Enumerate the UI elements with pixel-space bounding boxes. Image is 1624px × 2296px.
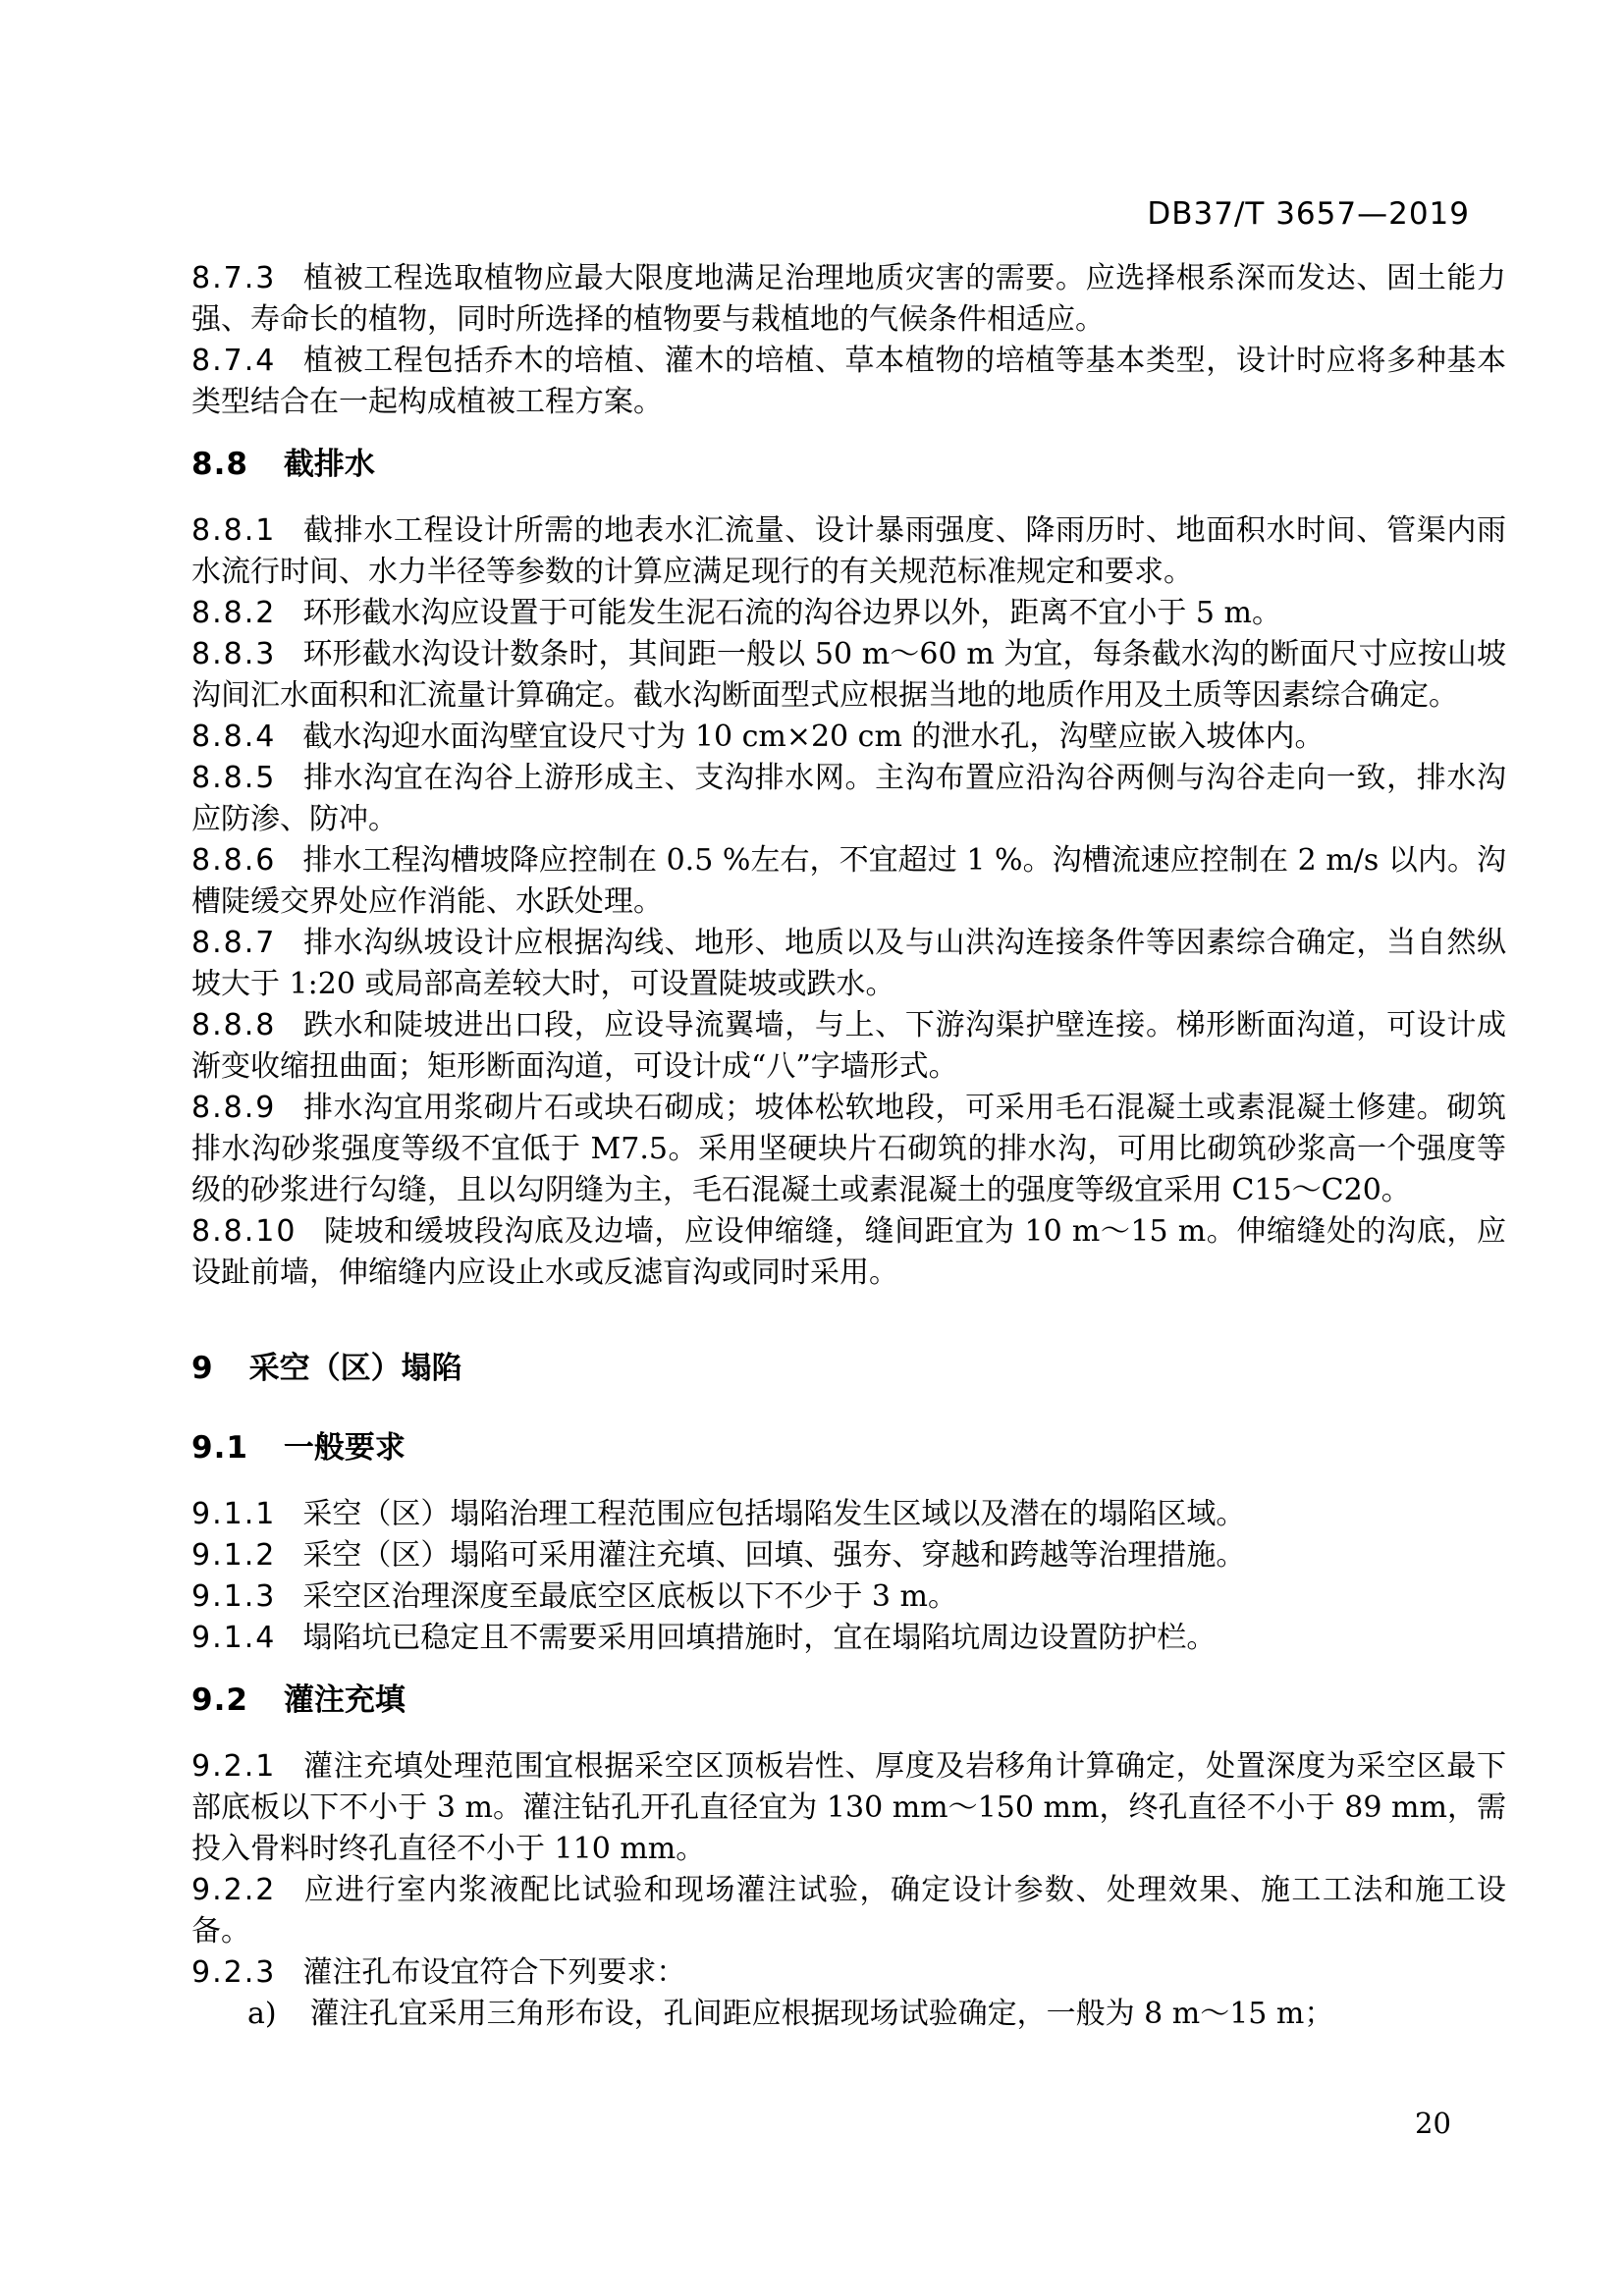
clause-number: 8.8.4 (191, 720, 277, 754)
clause-9.2.2 (191, 1870, 1506, 1952)
clause-text: 植被工程包括乔木的培植、灌木的培植、草本植物的培植等基本类型，设计时应将多种基本类型结合在一起构成植被工程方案。 (191, 344, 1506, 419)
clause-number: 8.8.5 (191, 761, 277, 795)
clause-text: 采空（区）塌陷 (248, 1351, 462, 1386)
clause-number: 9.2.3 (191, 1955, 277, 1990)
clause-number: 8.8.2 (191, 596, 277, 630)
clause-8.8.3 (191, 634, 1506, 717)
clause-text: 采空（区）塌陷治理工程范围应包括塌陷发生区域以及潜在的塌陷区域。 (302, 1497, 1246, 1531)
clause-number: 9.2.2 (191, 1873, 277, 1907)
heading-9.1 (191, 1407, 1506, 1494)
clause-number: 9.1 (191, 1430, 248, 1466)
clause-text: 截排水 (283, 447, 375, 482)
clause-number: 8.8.1 (191, 513, 277, 548)
clause-9.1.3 (191, 1576, 1506, 1618)
clause-text: 采空区治理深度至最底空区底板以下不少于 3 m。 (302, 1579, 957, 1614)
heading-9.2 (191, 1659, 1506, 1746)
clause-text: 一般要求 (283, 1430, 406, 1466)
clause-number: 8.7.4 (191, 344, 277, 378)
clause-number: 8.8.3 (191, 637, 277, 671)
clause-text: 排水工程沟槽坡降应控制在 0.5 %左右，不宜超过 1 %。沟槽流速应控制在 2 m/s 以内。沟槽陡缓交界处应作消能、水跃处理。 (191, 843, 1506, 919)
heading-8.8 (191, 423, 1506, 510)
clause-8.8.8 (191, 1005, 1506, 1088)
clause-text: 植被工程选取植物应最大限度地满足治理地质灾害的需要。应选择根系深而发达、固土能力强、寿命长的植物，同时所选择的植物要与栽植地的气候条件相适应。 (191, 261, 1506, 337)
clause-number: 9.1.1 (191, 1497, 277, 1531)
clause-8.8.6 (191, 840, 1506, 923)
list-item-a (191, 1994, 1506, 2035)
clause-number: 9.2 (191, 1682, 248, 1718)
clause-number: 9.1.4 (191, 1621, 277, 1655)
clause-text: 排水沟纵坡设计应根据沟线、地形、地质以及与山洪沟连接条件等因素综合确定，当自然纵坡大于 1:20 或局部高差较大时，可设置陡坡或跌水。 (191, 926, 1506, 1001)
clause-text: 环形截水沟设计数条时，其间距一般以 50 m～60 m 为宜，每条截水沟的断面尺寸应按山坡沟间汇水面积和汇流量计算确定。截水沟断面型式应根据当地的地质作用及土质等因素综合确定。 (191, 637, 1506, 713)
clause-text: 截排水工程设计所需的地表水汇流量、设计暴雨强度、降雨历时、地面积水时间、管渠内雨水流行时间、水力半径等参数的计算应满足现行的有关规范标准规定和要求。 (191, 513, 1506, 589)
clause-8.8.10 (191, 1211, 1506, 1294)
clause-text: 排水沟宜在沟谷上游形成主、支沟排水网。主沟布置应沿沟谷两侧与沟谷走向一致，排水沟应防渗、防冲。 (191, 761, 1506, 836)
clause-text: 跌水和陡坡进出口段，应设导流翼墙，与上、下游沟渠护壁连接。梯形断面沟道，可设计成渐变收缩扭曲面；矩形断面沟道，可设计成“八”字墙形式。 (191, 1008, 1506, 1084)
clause-number: 8.8.6 (191, 843, 277, 878)
clause-8.8.9 (191, 1088, 1506, 1211)
clause-8.8.1 (191, 510, 1506, 593)
clause-number: 9.2.1 (191, 1749, 277, 1784)
heading-9 (191, 1294, 1506, 1407)
clause-9.2.3 (191, 1952, 1506, 1994)
clause-number: 8.8 (191, 447, 248, 482)
clause-text: 灌注孔宜采用三角形布设，孔间距应根据现场试验确定，一般为 8 m～15 m； (309, 1997, 1334, 2031)
clause-text: 灌注孔布设宜符合下列要求： (302, 1955, 686, 1990)
clause-text: 截水沟迎水面沟壁宜设尺寸为 10 cm×20 cm 的泄水孔，沟壁应嵌入坡体内。 (302, 720, 1325, 754)
clause-text: 灌注充填处理范围宜根据采空区顶板岩性、厚度及岩移角计算确定，处置深度为采空区最下部底板以下不小于 3 m。灌注钻孔开孔直径宜为 130 mm～150 mm，终孔直径不小于 89 mm，需投入骨料时终孔直径不小于 110 mm。 (191, 1749, 1506, 1866)
clause-text: 采空（区）塌陷可采用灌注充填、回填、强夯、穿越和跨越等治理措施。 (302, 1538, 1246, 1573)
clause-number: 8.8.7 (191, 926, 277, 960)
document-body (191, 258, 1506, 2035)
clause-number: 9 (191, 1351, 214, 1386)
clause-9.1.2 (191, 1535, 1506, 1576)
page-number: 20 (1415, 2107, 1451, 2140)
clause-8.8.5 (191, 758, 1506, 840)
clause-text: 排水沟宜用浆砌片石或块石砌成；坡体松软地段，可采用毛石混凝土或素混凝土修建。砌筑排水沟砂浆强度等级不宜低于 M7.5。采用坚硬块片石砌筑的排水沟，可用比砌筑砂浆高一个强度等级的砂浆进行勾缝，且以勾阴缝为主，毛石混凝土或素混凝土的强度等级宜采用 C15～C20。 (191, 1091, 1506, 1207)
clause-number: a) (247, 1997, 277, 2031)
clause-8.8.4 (191, 717, 1506, 758)
clause-text: 陡坡和缓坡段沟底及边墙，应设伸缩缝，缝间距宜为 10 m～15 m。伸缩缝处的沟底，应设趾前墙，伸缩缝内应设止水或反滤盲沟或同时采用。 (191, 1214, 1506, 1290)
clause-text: 灌注充填 (283, 1682, 406, 1718)
clause-9.1.1 (191, 1494, 1506, 1535)
clause-number: 8.7.3 (191, 261, 277, 295)
clause-number: 8.8.9 (191, 1091, 277, 1125)
clause-8.8.7 (191, 923, 1506, 1005)
clause-8.8.2 (191, 593, 1506, 634)
clause-number: 8.8.10 (191, 1214, 298, 1249)
clause-text: 应进行室内浆液配比试验和现场灌注试验，确定设计参数、处理效果、施工工法和施工设备。 (191, 1873, 1506, 1949)
clause-8.7.3 (191, 258, 1506, 341)
clause-number: 9.1.2 (191, 1538, 277, 1573)
clause-9.2.1 (191, 1746, 1506, 1870)
clause-9.1.4 (191, 1618, 1506, 1659)
clause-number: 9.1.3 (191, 1579, 277, 1614)
clause-number: 8.8.8 (191, 1008, 277, 1042)
clause-text: 环形截水沟应设置于可能发生泥石流的沟谷边界以外，距离不宜小于 5 m。 (302, 596, 1281, 630)
clause-8.7.4 (191, 341, 1506, 423)
clause-text: 塌陷坑已稳定且不需要采用回填措施时，宜在塌陷坑周边设置防护栏。 (302, 1621, 1217, 1655)
doc-number: DB37/T 3657—2019 (1147, 196, 1470, 232)
